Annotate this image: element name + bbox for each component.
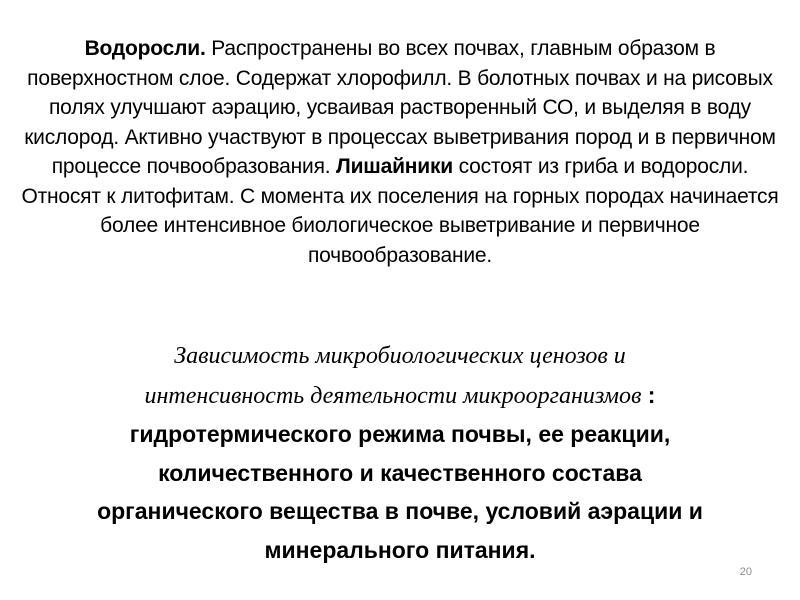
dependency-heading-line-2 [30, 376, 770, 416]
dependency-body-line-4: минерального питания. [264, 536, 536, 563]
term-lichens: Лишайники [336, 155, 453, 178]
dependency-heading-colon: : [641, 381, 656, 408]
term-algae: Водоросли. [84, 37, 206, 60]
algae-description: Распространены во всех почвах, главным образом в поверхностном слое. Содержат хлорофилл. В болотных почвах и на рисовых полях улучшают аэрацию, усваивая растворенный СО, и выделяя в воду кислород. Активно участвуют в процессах выветривания пород и в первичном процессе почвообразования. [24, 37, 776, 178]
page-number: 20 [739, 566, 752, 578]
dependency-body-line-3: органического вещества в почве, условий аэрации и [97, 498, 703, 524]
dependency-body-line-2: количественного и качественного состава [158, 459, 642, 486]
dependency-paragraph [30, 337, 770, 569]
dependency-heading-line-2-text: интенсивность деятельности микроорганизмов [144, 382, 642, 409]
dependency-heading-line-1: Зависимость микробиологических ценозов и [174, 343, 626, 369]
intro-paragraph [20, 34, 780, 270]
lichens-description: состоят из гриба и водоросли. Относят к литофитам. С момента их поселения на горных породах начинается более интенсивное биологическое выветривание и первичное почвообразование. [21, 155, 779, 267]
dependency-body-line-1: гидротермического режима почвы, ее реакции, [129, 421, 671, 447]
